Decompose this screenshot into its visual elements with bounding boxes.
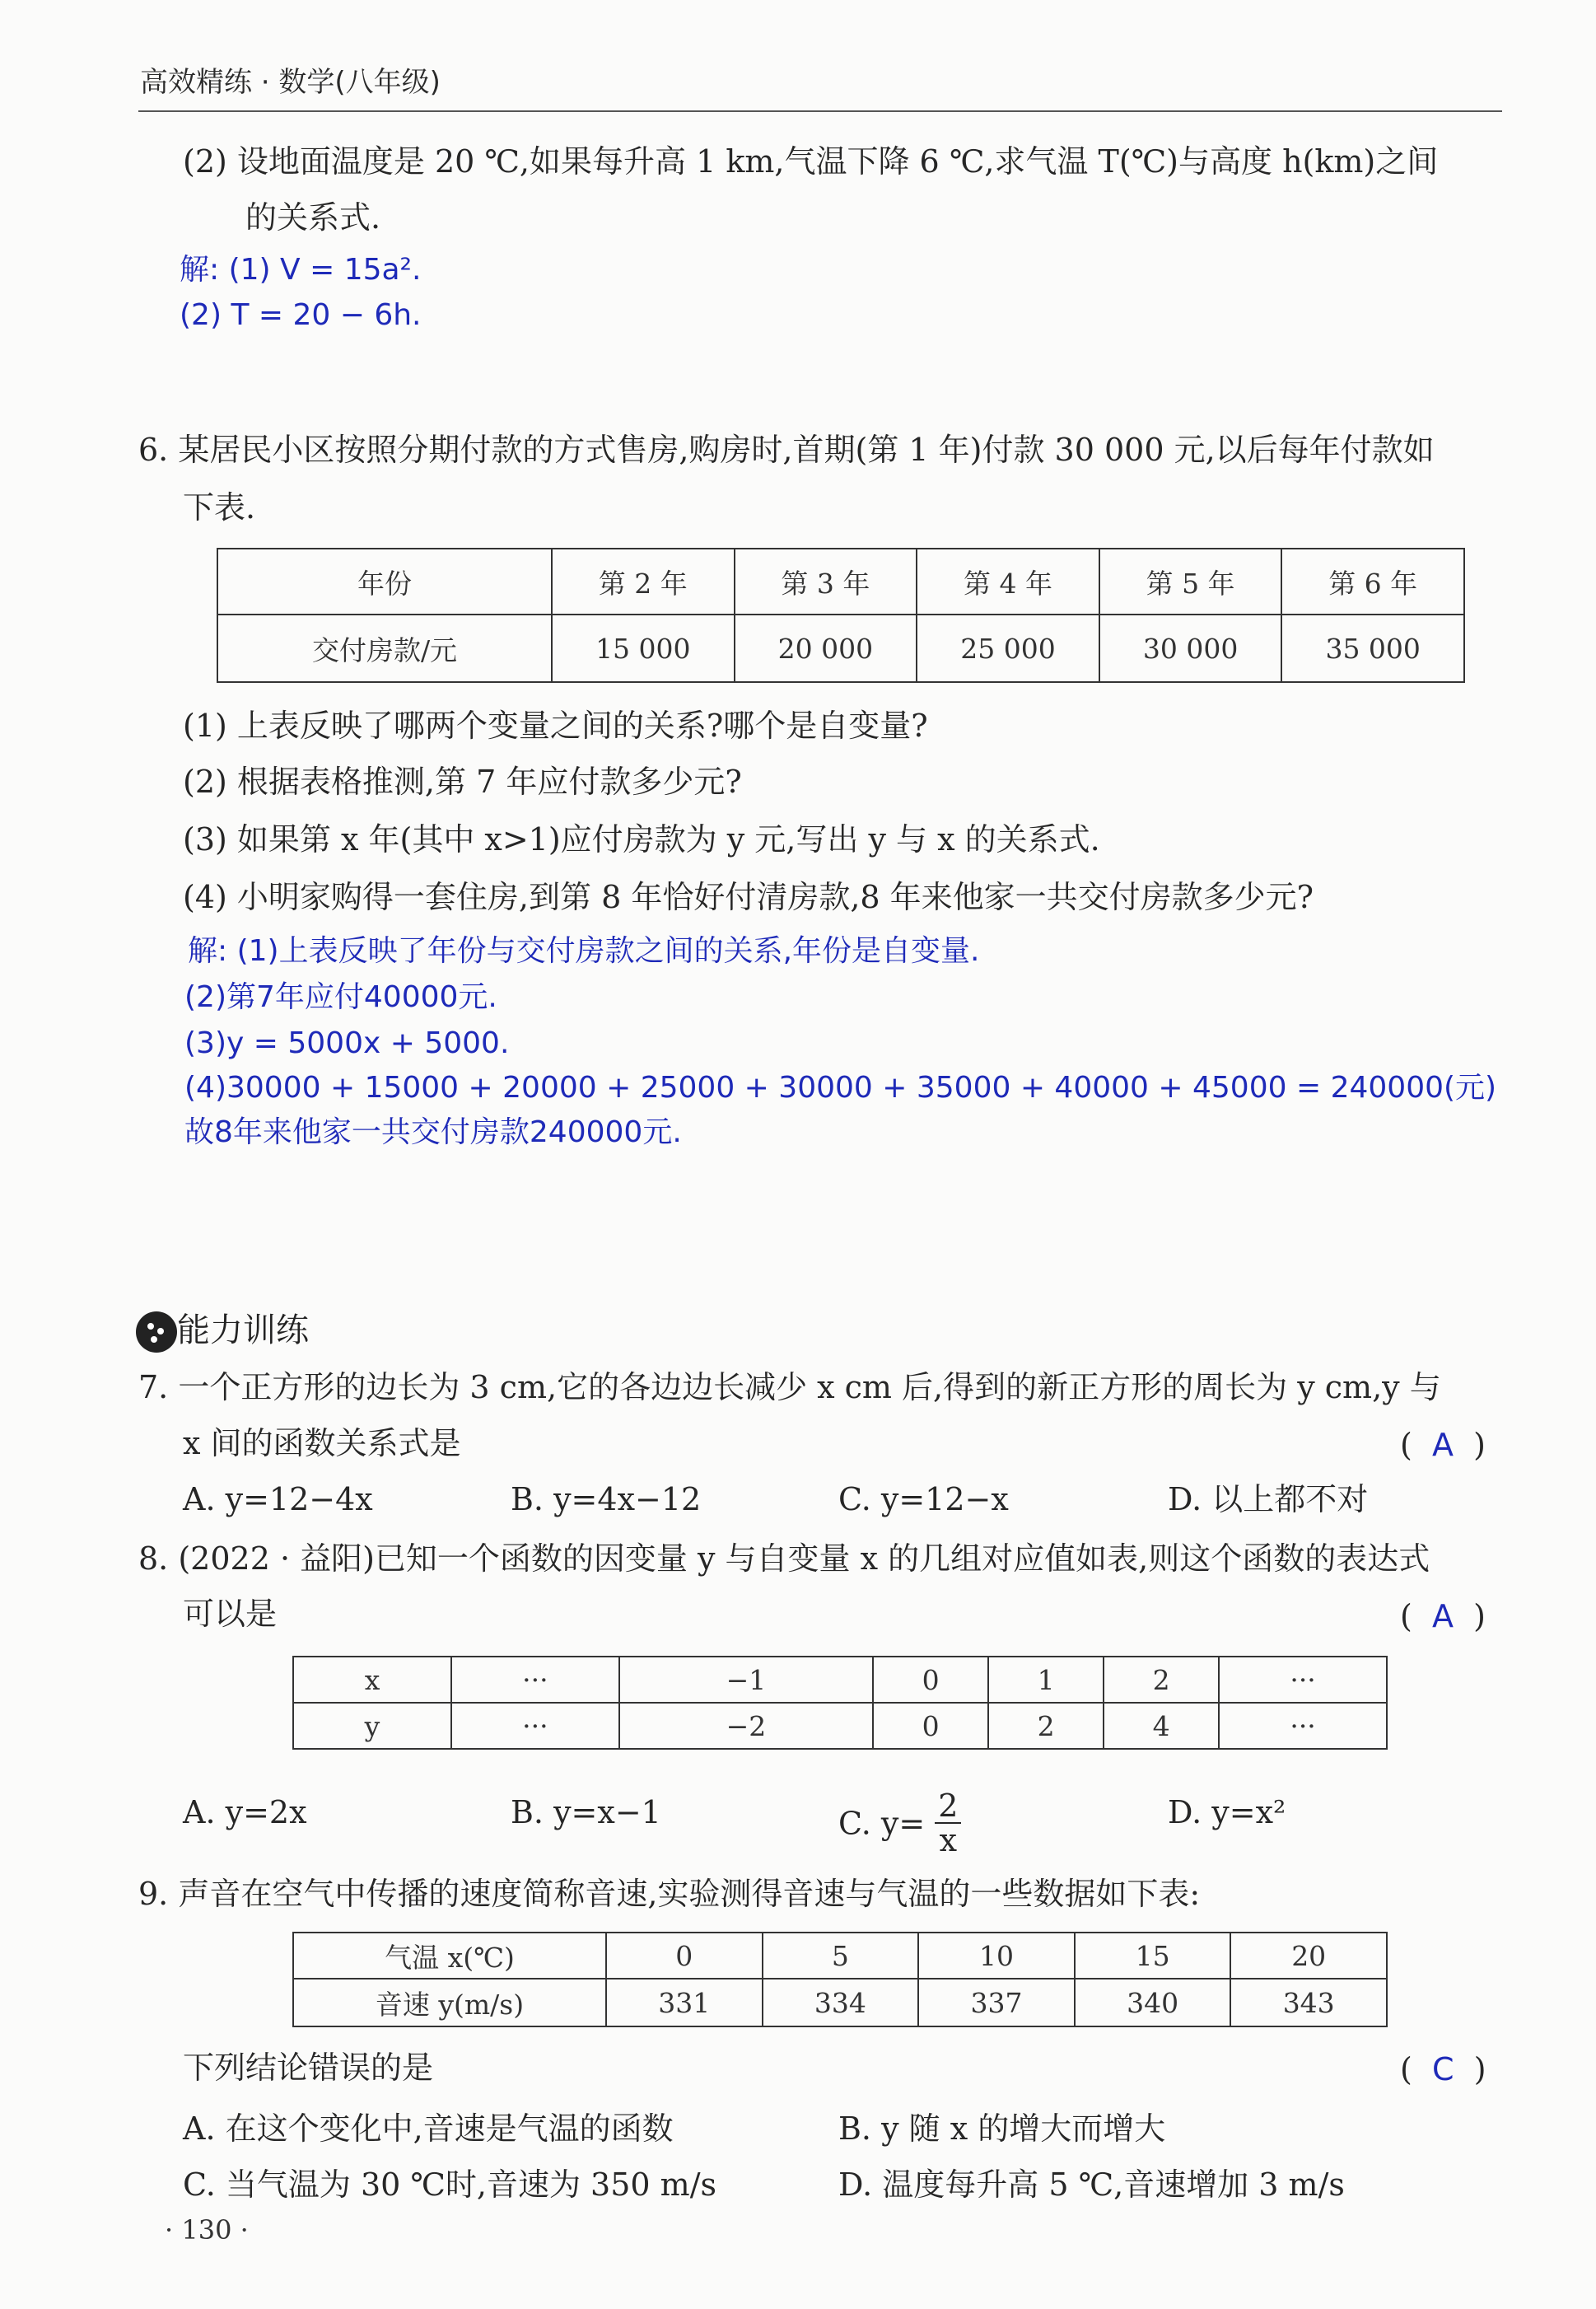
- q9-table-cell: 15: [1075, 1933, 1231, 1979]
- q6-table-cell: 第 3 年: [735, 549, 917, 615]
- q9-stem: 9. 声音在空气中传播的速度简称音速,实验测得音速与气温的一些数据如下表:: [138, 1876, 1201, 1912]
- q9-option-a: A. 在这个变化中,音速是气温的函数: [183, 2110, 674, 2147]
- q9-table-cell: 337: [918, 1979, 1075, 2026]
- page-number: · 130 ·: [165, 2214, 249, 2246]
- q6-stem-line1: 6. 某居民小区按照分期付款的方式售房,购房时,首期(第 1 年)付款 30 000 元,以后每年付款如: [138, 432, 1435, 468]
- q7-option-a: A. y=12−4x: [183, 1481, 373, 1517]
- q7-answer-bracket: ( A ): [1400, 1427, 1486, 1463]
- q5-part2-text: (2) 设地面温度是 20 ℃,如果每升高 1 km,气温下降 6 ℃,求气温 T(℃)与高度 h(km)之间: [183, 143, 1439, 180]
- q9-table-cell: 343: [1230, 1979, 1387, 2026]
- q8-option-c: [838, 1788, 961, 1860]
- q6-answer-3: (3)y = 5000x + 5000.: [184, 1026, 510, 1060]
- q6-table-cell: 第 5 年: [1099, 549, 1282, 615]
- q8-table-cell: ···: [1219, 1657, 1387, 1703]
- q8-table-cell: ···: [451, 1703, 619, 1749]
- q6-sub3: (3) 如果第 x 年(其中 x>1)应付房款为 y 元,写出 y 与 x 的关系式.: [183, 821, 1100, 858]
- q8-value-table: [292, 1656, 1388, 1750]
- q8-answer-bracket: ( A ): [1400, 1598, 1486, 1634]
- q8-option-c-prefix: C. y=: [838, 1805, 926, 1842]
- q6-table-cell: 30 000: [1099, 615, 1282, 682]
- q8-table-x-row: [293, 1657, 1387, 1703]
- q9-answer: C: [1431, 2051, 1454, 2087]
- q6-stem-line2: 下表.: [183, 489, 256, 526]
- q9-answer-bracket: ( C ): [1400, 2051, 1486, 2087]
- q6-table-cell: 20 000: [735, 615, 917, 682]
- fraction-denominator: x: [939, 1822, 958, 1858]
- q6-sub1: (1) 上表反映了哪两个变量之间的关系?哪个是自变量?: [183, 708, 928, 744]
- q7-answer: A: [1431, 1427, 1454, 1463]
- q6-table-cell: 15 000: [552, 615, 735, 682]
- q6-table-cell: 第 2 年: [552, 549, 735, 615]
- q9-table-cell: 334: [763, 1979, 919, 2026]
- q7-stem-line2: x 间的函数关系式是: [183, 1425, 461, 1461]
- q8-table-cell: 0: [873, 1703, 988, 1749]
- q8-answer: A: [1431, 1598, 1454, 1634]
- q8-option-b: B. y=x−1: [511, 1794, 661, 1830]
- q8-table-cell: ···: [1219, 1703, 1387, 1749]
- section-header: [136, 1304, 309, 1353]
- q9-table-cell: 5: [763, 1933, 919, 1979]
- q9-table-cell: 20: [1230, 1933, 1387, 1979]
- q8-stem-line2: 可以是: [183, 1596, 278, 1632]
- q6-answer-2: (2)第7年应付40000元.: [184, 980, 497, 1014]
- q9-option-b: B. y 随 x 的增大而增大: [838, 2110, 1166, 2147]
- q8-table-cell: 2: [988, 1703, 1104, 1749]
- q6-table-cell: 35 000: [1281, 615, 1464, 682]
- q9-speed-table: [292, 1932, 1388, 2027]
- q7-stem-line1: 7. 一个正方形的边长为 3 cm,它的各边边长减少 x cm 后,得到的新正方形的周长为 y cm,y 与: [138, 1369, 1441, 1405]
- q8-table-cell: 4: [1104, 1703, 1219, 1749]
- q7-option-d: D. 以上都不对: [1168, 1481, 1369, 1517]
- q8-table-cell: 1: [988, 1657, 1104, 1703]
- q9-table-speed-row: [293, 1979, 1387, 2026]
- q6-table-cell: 25 000: [917, 615, 1099, 682]
- q5-answer-2: (2) T = 20 − 6h.: [180, 298, 422, 332]
- q5-part2-continuation: 的关系式.: [245, 199, 381, 236]
- q6-sub2: (2) 根据表格推测,第 7 年应付款多少元?: [183, 764, 742, 800]
- q9-prompt: 下列结论错误的是: [183, 2050, 434, 2086]
- q8-option-a: A. y=2x: [183, 1794, 307, 1830]
- q8-table-cell: −2: [619, 1703, 873, 1749]
- q6-sub4: (4) 小明家购得一套住房,到第 8 年恰好付清房款,8 年来他家一共交付房款多少元?: [183, 879, 1314, 915]
- q8-table-y-row: [293, 1703, 1387, 1749]
- q6-answer-4: (4)30000 + 15000 + 20000 + 25000 + 30000 + 35000 + 40000 + 45000 = 240000(元): [184, 1071, 1497, 1105]
- tree-icon: [136, 1311, 177, 1353]
- q8-table-cell: ···: [451, 1657, 619, 1703]
- q8-table-cell: 0: [873, 1657, 988, 1703]
- q8-table-cell: 2: [1104, 1657, 1219, 1703]
- q9-table-cell: 音速 y(m/s): [293, 1979, 606, 2026]
- q8-stem-line1: 8. (2022 · 益阳)已知一个函数的因变量 y 与自变量 x 的几组对应值如表,则这个函数的表达式: [138, 1540, 1430, 1577]
- q7-option-c: C. y=12−x: [838, 1481, 1009, 1517]
- q6-table-cell: 第 4 年: [917, 549, 1099, 615]
- q8-table-cell: −1: [619, 1657, 873, 1703]
- section-title: 能力训练: [177, 1311, 309, 1349]
- fraction-numerator: 2: [935, 1789, 961, 1824]
- header-divider: [138, 110, 1502, 112]
- q9-table-cell: 气温 x(℃): [293, 1933, 606, 1979]
- q9-table-cell: 331: [606, 1979, 763, 2026]
- q7-option-b: B. y=4x−12: [511, 1481, 702, 1517]
- q9-table-cell: 10: [918, 1933, 1075, 1979]
- q6-payment-table: [217, 548, 1465, 683]
- q6-table-cell: 交付房款/元: [217, 615, 552, 682]
- q9-table-cell: 340: [1075, 1979, 1231, 2026]
- q8-option-c-fraction: [935, 1789, 961, 1857]
- q6-table-cell: 年份: [217, 549, 552, 615]
- q8-table-cell: y: [293, 1703, 451, 1749]
- q9-table-cell: 0: [606, 1933, 763, 1979]
- q9-option-c: C. 当气温为 30 ℃时,音速为 350 m/s: [183, 2166, 717, 2203]
- page-header-title: 高效精练 · 数学(八年级): [140, 66, 441, 99]
- q5-answer-1: 解: (1) V = 15a².: [180, 253, 422, 287]
- q6-table-data-row: [217, 615, 1464, 682]
- q6-answer-1: 解: (1)上表反映了年份与交付房款之间的关系,年份是自变量.: [188, 934, 980, 968]
- q9-table-temp-row: [293, 1933, 1387, 1979]
- q8-table-cell: x: [293, 1657, 451, 1703]
- q6-table-cell: 第 6 年: [1281, 549, 1464, 615]
- q6-answer-5: 故8年来他家一共交付房款240000元.: [184, 1115, 682, 1149]
- q6-table-header-row: [217, 549, 1464, 615]
- q9-option-d: D. 温度每升高 5 ℃,音速增加 3 m/s: [838, 2166, 1345, 2203]
- q8-option-d: D. y=x²: [1168, 1794, 1286, 1830]
